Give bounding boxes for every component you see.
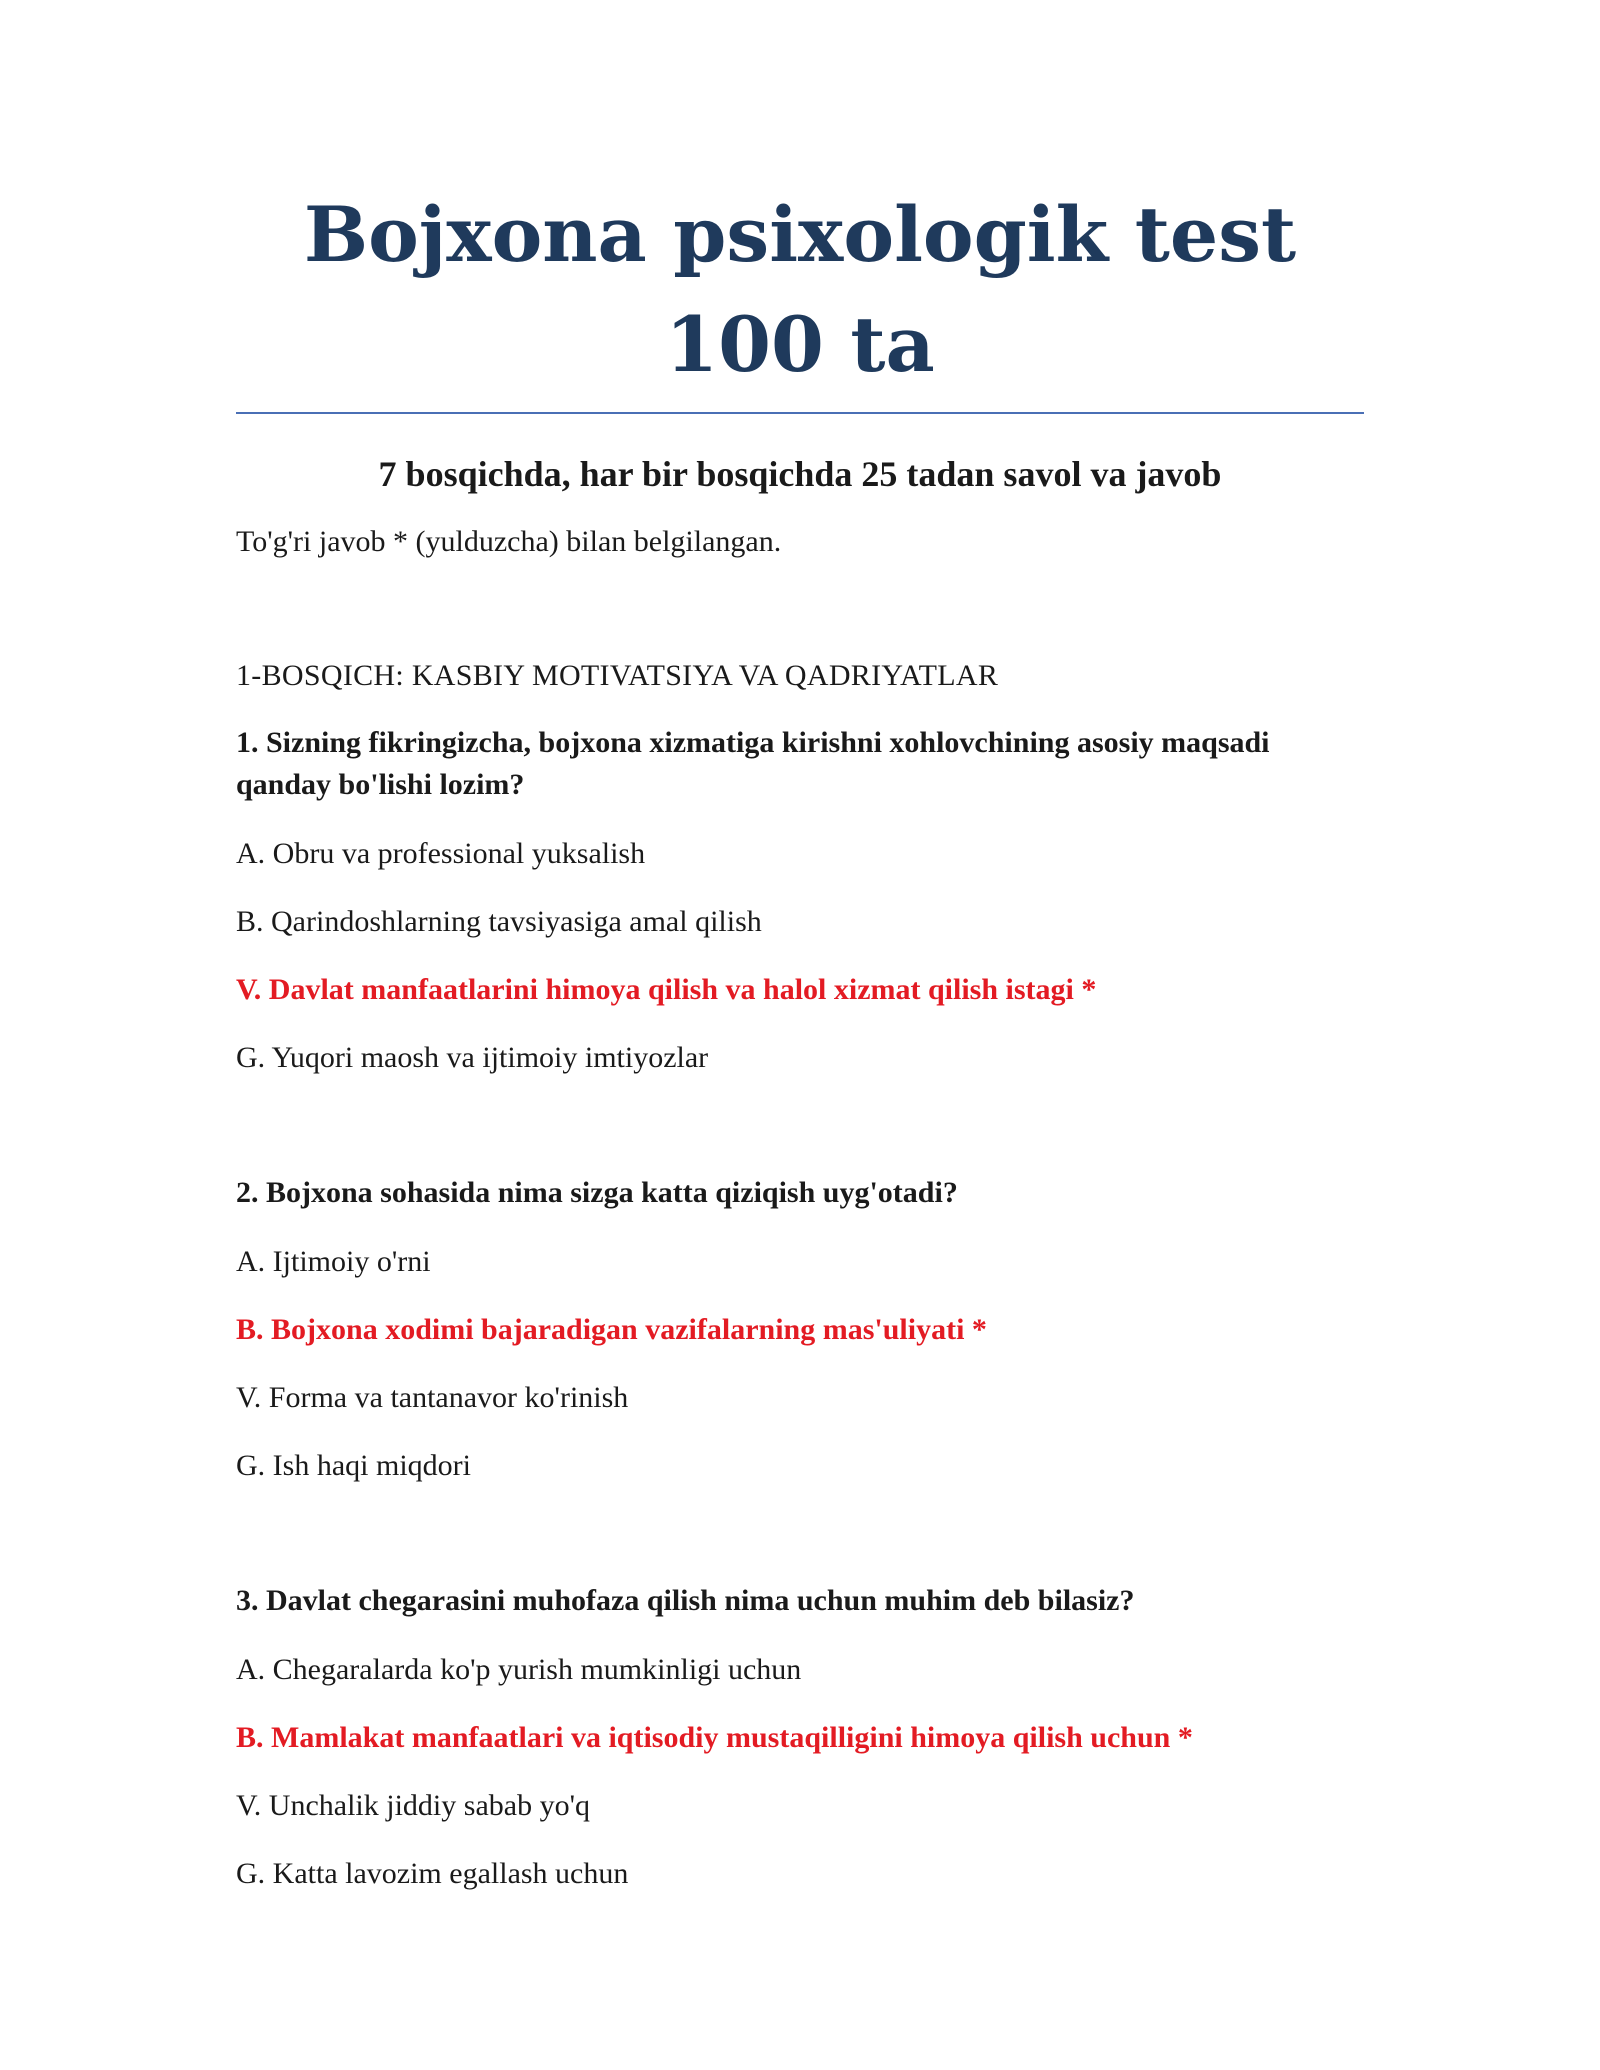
question-text: 3. Davlat chegarasini muhofaza qilish nima uchun muhim deb bilasiz? (236, 1584, 1135, 1617)
answer-option: A. Ijtimoiy o'rni (236, 1245, 431, 1278)
answer-option: G. Yuqori maosh va ijtimoiy imtiyozlar (236, 1041, 709, 1074)
answer-option: G. Katta lavozim egallash uchun (236, 1857, 629, 1890)
document-subtitle: 7 bosqichda, har bir bosqichda 25 tadan savol va javob (378, 454, 1222, 494)
answer-option: V. Forma va tantanavor ko'rinish (236, 1381, 629, 1414)
correct-answer-option: V. Davlat manfaatlarini himoya qilish va halol xizmat qilish istagi * (236, 973, 1097, 1006)
question-1 (236, 722, 1364, 1078)
answer-option: G. Ish haqi miqdori (236, 1449, 471, 1482)
section-heading: 1-BOSQICH: KASBIY MOTIVATSIYA VA QADRIYATLAR (236, 659, 999, 692)
answer-option: A. Chegaralarda ko'p yurish mumkinligi uchun (236, 1653, 802, 1686)
question-2 (236, 1172, 1364, 1486)
answer-option: A. Obru va professional yuksalish (236, 837, 646, 870)
correct-answer-option: B. Bojxona xodimi bajaradigan vazifalarning mas'uliyati * (236, 1313, 987, 1346)
question-text: 2. Bojxona sohasida nima sizga katta qiziqish uyg'otadi? (236, 1176, 958, 1209)
question-3 (236, 1580, 1364, 1894)
answer-option: V. Unchalik jiddiy sabab yo'q (236, 1789, 590, 1822)
document-title: Bojxona psixologik test 100 ta (236, 180, 1364, 414)
document-content (236, 180, 1364, 1894)
answer-option: B. Qarindoshlarning tavsiyasiga amal qilish (236, 905, 762, 938)
correct-answer-option: B. Mamlakat manfaatlari va iqtisodiy mustaqilligini himoya qilish uchun * (236, 1721, 1193, 1754)
question-text: 1. Sizning fikringizcha, bojxona xizmatiga kirishni xohlovchining asosiy maqsadi qanday bo'lishi lozim? (236, 726, 1270, 801)
answer-key-note: To'g'ri javob * (yulduzcha) bilan belgilangan. (236, 525, 782, 558)
